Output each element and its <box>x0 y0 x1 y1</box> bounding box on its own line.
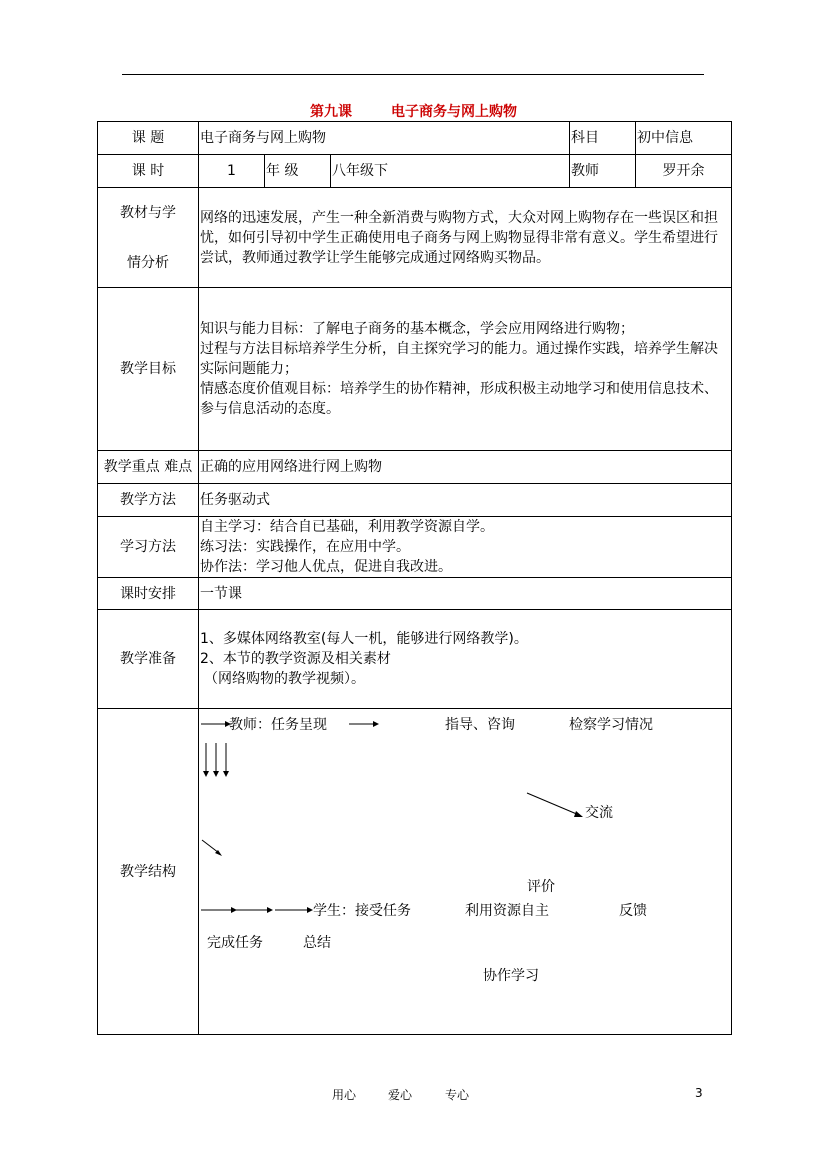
header-rule <box>122 74 704 75</box>
analysis-text: 网络的迅速发展，产生一种全新消费与购物方式，大众对网上购物存在一些误区和担忧，如何引导初中学生正确使用电子商务与网上购物显得非常有意义。学生希望进行尝试，教师通过教学让学生能够完成通过网络购买物品。 <box>199 188 732 288</box>
arrow-right-icon <box>275 905 313 915</box>
hours-label: 课 时 <box>98 155 199 188</box>
row-topic <box>98 122 732 155</box>
objective-item: 过程与方法目标培养学生分析，自主探究学习的能力。通过操作实践，培养学生解决实际问题能力； <box>200 341 718 377</box>
grade-label: 年 级 <box>265 155 331 188</box>
learning-text <box>199 517 732 578</box>
teacher-value: 罗开余 <box>636 155 732 188</box>
learning-label: 学习方法 <box>98 517 199 578</box>
row-schedule <box>98 578 732 610</box>
preparation-text <box>199 610 732 709</box>
evaluate-node: 评价 <box>527 879 555 895</box>
schedule-text: 一节课 <box>199 578 732 610</box>
complete-node: 完成任务 <box>207 935 263 951</box>
arrow-right-icon <box>201 905 237 915</box>
schedule-label: 课时安排 <box>98 578 199 610</box>
row-learning <box>98 517 732 578</box>
learning-item: 自主学习：结合自已基础，利用教学资源自学。 <box>200 519 494 535</box>
learning-item: 练习法：实践操作，在应用中学。 <box>200 539 410 555</box>
objective-item: 情感态度价值观目标：培养学生的协作精神，形成积极主动地学习和使用信息技术、参与信息活动的态度。 <box>200 381 718 417</box>
analysis-label <box>98 188 199 288</box>
check-node: 检察学习情况 <box>569 717 653 733</box>
preparation-label: 教学准备 <box>98 610 199 709</box>
feedback-node: 反馈 <box>619 903 647 919</box>
method-label: 教学方法 <box>98 484 199 517</box>
lesson-plan-table <box>97 121 732 1035</box>
arrow-right-icon <box>201 719 231 729</box>
guide-node: 指导、咨询 <box>445 717 515 733</box>
topic-label: 课 题 <box>98 122 199 155</box>
summary-node: 总结 <box>303 935 331 951</box>
analysis-label-line1: 教材与学 <box>120 204 176 221</box>
row-method <box>98 484 732 517</box>
teacher-node: 教师：任务呈现 <box>229 717 327 733</box>
teacher-label: 教师 <box>570 155 636 188</box>
row-hours <box>98 155 732 188</box>
preparation-item: 2、本节的教学资源及相关素材 <box>200 651 391 667</box>
footer-item: 用心 <box>332 1088 357 1102</box>
footer-item: 专心 <box>445 1088 470 1102</box>
topic-value: 电子商务与网上购物 <box>199 122 570 155</box>
hours-value: 1 <box>199 155 265 188</box>
objective-item: 知识与能力目标：了解电子商务的基本概念，学会应用网络进行购物； <box>200 321 634 337</box>
arrow-right-icon <box>349 719 379 729</box>
arrow-diagonal-icon <box>201 839 225 859</box>
row-key-points <box>98 451 732 484</box>
objectives-label: 教学目标 <box>98 288 199 451</box>
learning-item: 协作法：学习他人优点，促进自我改进。 <box>200 559 452 575</box>
structure-diagram <box>199 709 732 1035</box>
row-structure <box>98 709 732 1035</box>
student-node: 学生：接受任务 <box>313 903 411 919</box>
key-points-label: 教学重点 难点 <box>98 451 199 484</box>
analysis-label-line2: 情分析 <box>127 254 169 271</box>
arrow-right-icon <box>235 905 273 915</box>
arrow-diagonal-icon <box>527 791 585 821</box>
row-objectives <box>98 288 732 451</box>
row-analysis <box>98 188 732 288</box>
subject-label: 科目 <box>570 122 636 155</box>
preparation-item: （网络购物的教学视频）。 <box>204 671 365 687</box>
objectives-text <box>199 288 732 451</box>
use-resources-node: 利用资源自主 <box>465 903 549 919</box>
preparation-item: 1、多媒体网络教室(每人一机，能够进行网络教学)。 <box>200 631 528 647</box>
structure-label: 教学结构 <box>98 709 199 1035</box>
arrows-down-icon <box>203 743 233 779</box>
footer-item: 爱心 <box>388 1088 413 1102</box>
lesson-title: 第九课 电子商务与网上购物 <box>310 104 517 120</box>
key-points-text: 正确的应用网络进行网上购物 <box>199 451 732 484</box>
exchange-node: 交流 <box>585 805 613 821</box>
subject-value: 初中信息 <box>636 122 732 155</box>
page-number: 3 <box>695 1086 703 1100</box>
row-preparation <box>98 610 732 709</box>
grade-value: 八年级下 <box>331 155 570 188</box>
method-text: 任务驱动式 <box>199 484 732 517</box>
cooperate-node: 协作学习 <box>483 968 539 984</box>
